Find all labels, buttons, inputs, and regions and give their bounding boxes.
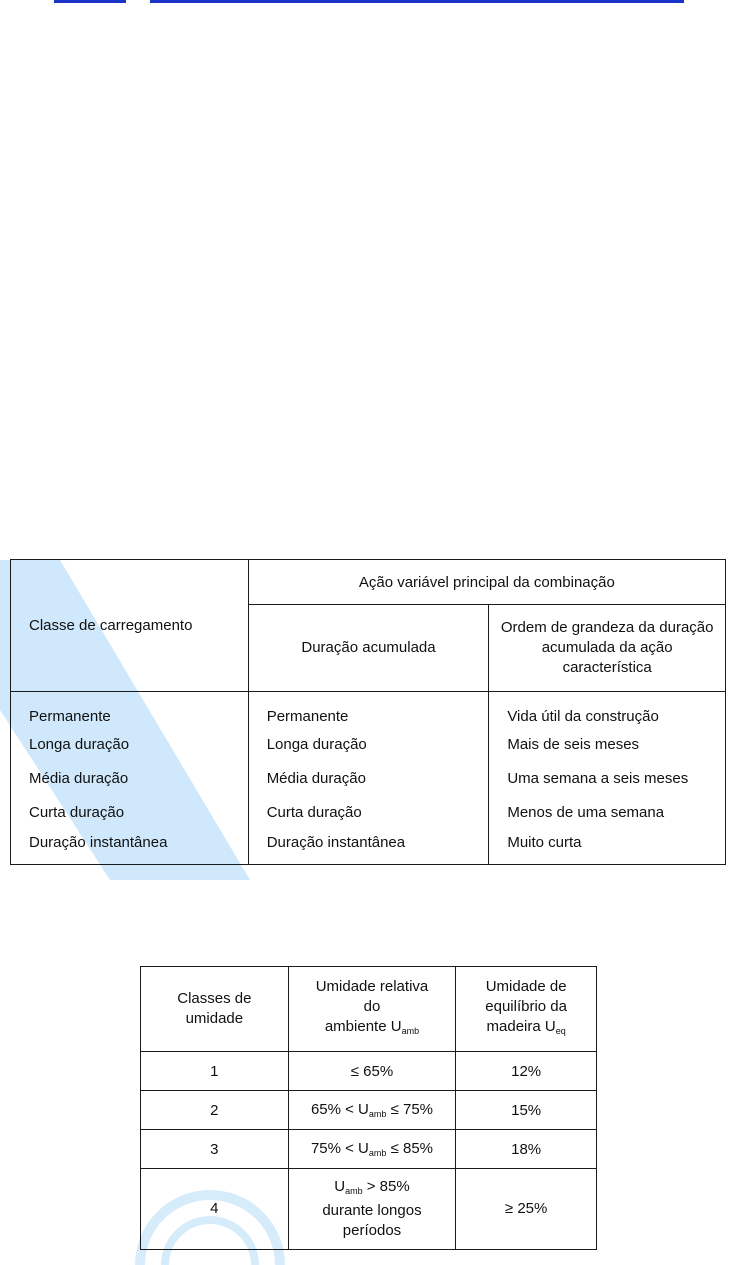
cell-ordem: Mais de seis meses — [489, 728, 726, 762]
header-group: Ação variável principal da combinação — [248, 560, 725, 605]
cell-classe: Longa duração — [11, 728, 249, 762]
table-row — [141, 1169, 597, 1250]
cell-classe: 2 — [141, 1091, 289, 1130]
header-relativa — [288, 967, 456, 1052]
cell-text: U — [334, 1178, 346, 1195]
header-text: Umidade relativa — [315, 978, 429, 995]
table-row — [141, 1091, 597, 1130]
header-text: umidade — [185, 1010, 244, 1027]
header-equilibrio — [456, 967, 597, 1052]
cell-relativa — [288, 1169, 456, 1250]
cell-text: durante longos — [322, 1202, 422, 1219]
top-bar-right — [150, 0, 684, 3]
table-row — [141, 1052, 597, 1091]
subscript: amb — [401, 1026, 420, 1036]
cell-ordem: Uma semana a seis meses — [489, 762, 726, 796]
load-class-table — [10, 559, 726, 865]
header-text: equilíbrio da — [485, 998, 567, 1015]
cell-text: ≤ 65% — [350, 1062, 394, 1080]
table-row — [11, 830, 726, 865]
cell-text: ≤ 85% — [386, 1140, 433, 1157]
cell-classe: 3 — [141, 1130, 289, 1169]
top-bar-left — [54, 0, 126, 3]
table-row — [11, 796, 726, 830]
header-text: Classes de — [177, 990, 252, 1007]
header-classes — [141, 967, 289, 1052]
cell-relativa — [288, 1130, 456, 1169]
cell-classe: 1 — [141, 1052, 289, 1091]
cell-equilibrio: 18% — [456, 1130, 597, 1169]
cell-relativa — [288, 1091, 456, 1130]
header-classe: Classe de carregamento — [11, 560, 249, 692]
cell-classe: Duração instantânea — [11, 830, 249, 865]
cell-duracao: Permanente — [248, 692, 489, 729]
header-text: ambiente U — [324, 1018, 402, 1035]
humidity-class-table — [140, 966, 597, 1250]
cell-ordem: Muito curta — [489, 830, 726, 865]
cell-text: > 85% — [362, 1178, 410, 1195]
header-text: do — [363, 998, 381, 1015]
header-duracao: Duração acumulada — [248, 605, 489, 692]
table-row — [141, 1130, 597, 1169]
cell-duracao: Curta duração — [248, 796, 489, 830]
cell-duracao: Duração instantânea — [248, 830, 489, 865]
cell-text: períodos — [342, 1222, 402, 1239]
cell-equilibrio: 12% — [456, 1052, 597, 1091]
subscript: amb — [368, 1148, 387, 1158]
cell-equilibrio: ≥ 25% — [456, 1169, 597, 1250]
table-row — [11, 762, 726, 796]
cell-ordem: Vida útil da construção — [489, 692, 726, 729]
cell-ordem: Menos de uma semana — [489, 796, 726, 830]
table-header-row — [141, 967, 597, 1052]
table-row — [11, 728, 726, 762]
cell-text: 65% < U — [310, 1101, 369, 1118]
cell-classe: Média duração — [11, 762, 249, 796]
cell-text: 75% < U — [310, 1140, 369, 1157]
header-text: Umidade de — [485, 978, 567, 995]
cell-classe: Permanente — [11, 692, 249, 729]
cell-duracao: Longa duração — [248, 728, 489, 762]
cell-relativa — [288, 1052, 456, 1091]
cell-duracao: Média duração — [248, 762, 489, 796]
cell-classe: Curta duração — [11, 796, 249, 830]
cell-equilibrio: 15% — [456, 1091, 597, 1130]
subscript: amb — [368, 1109, 387, 1119]
subscript: eq — [555, 1026, 566, 1036]
cell-classe: 4 — [141, 1169, 289, 1250]
header-text: madeira U — [486, 1018, 556, 1035]
header-ordem: Ordem de grandeza da duração acumulada da ação característica — [489, 605, 726, 692]
cell-text: ≤ 75% — [386, 1101, 433, 1118]
subscript: amb — [345, 1186, 363, 1196]
table-row — [11, 692, 726, 729]
